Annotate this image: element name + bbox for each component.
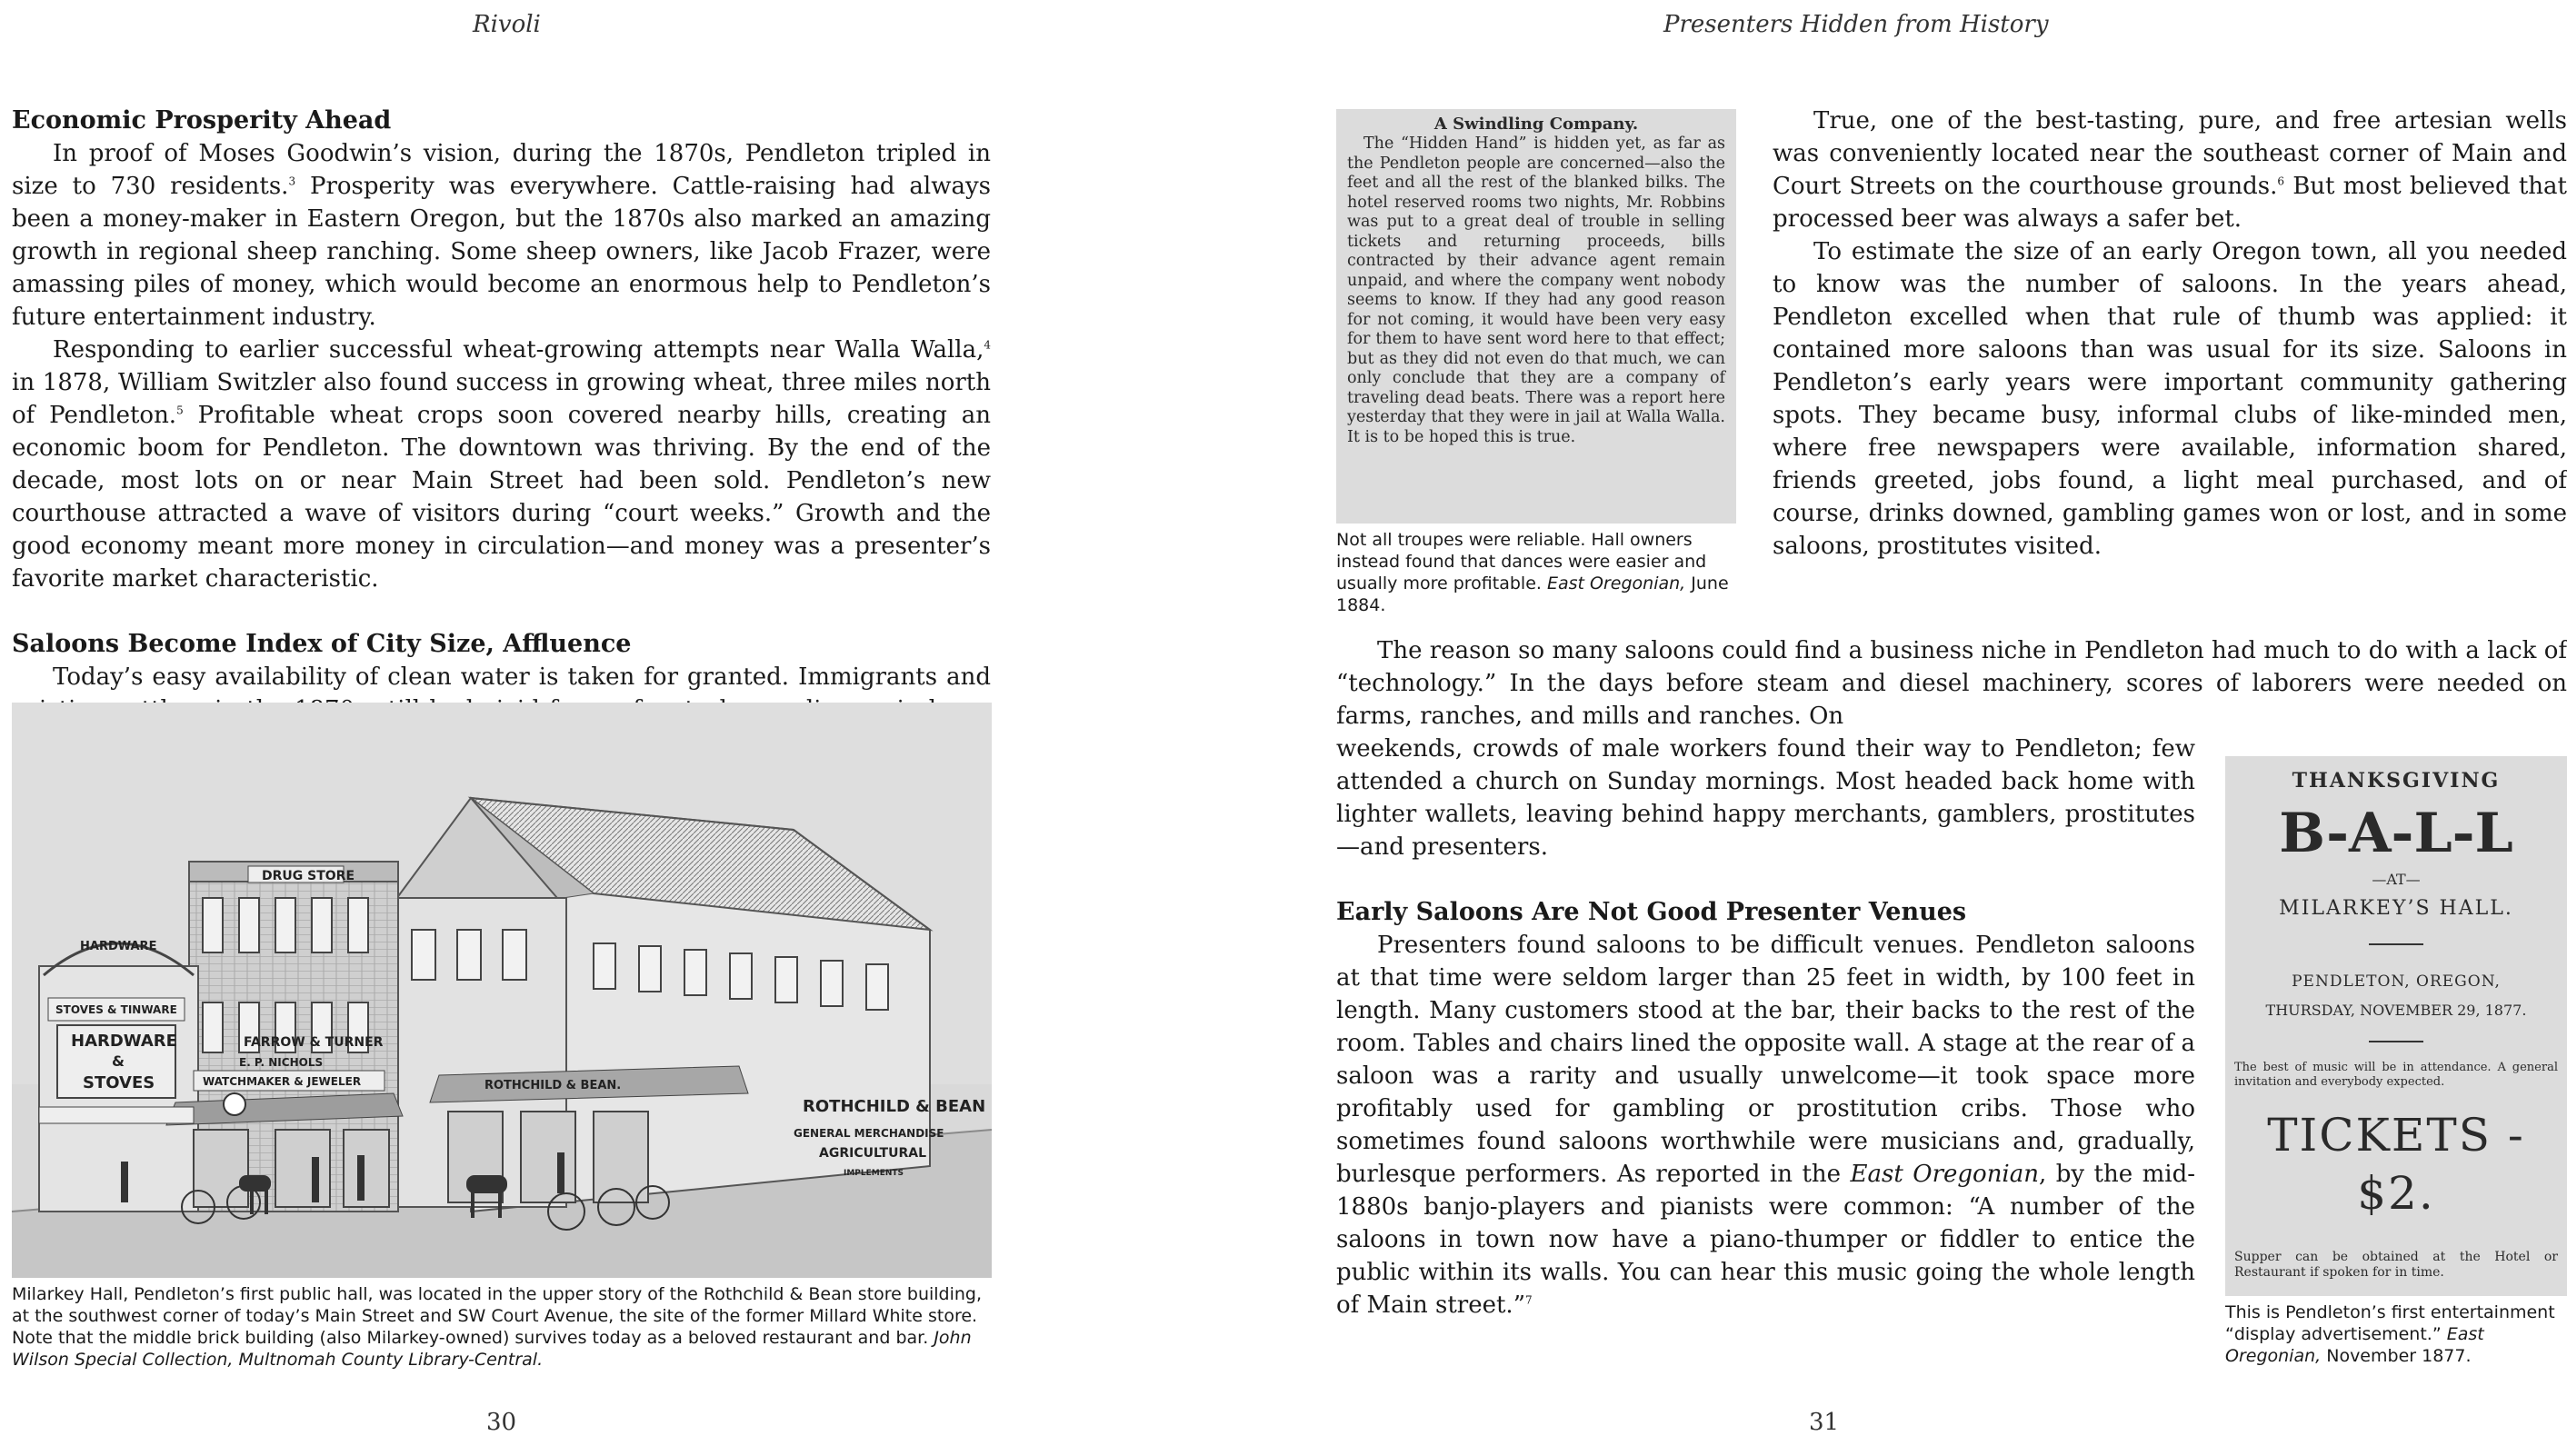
footnote-ref: 6 — [2277, 175, 2285, 188]
sign-agricultural: AGRICULTURAL — [819, 1146, 927, 1161]
clipping2-caption — [2225, 1301, 2567, 1367]
text-run: Prosperity was everywhere. Cattle-raising had always been a money-maker in Eastern Oregon, but the 1870s also marked an amazing growth in regional sheep ranching. Some sheep owners, like Jacob Frazer, were amassing piles of money, which would become an enormous help to Pendleton’s future entertainment industry. — [12, 173, 991, 331]
sign-drug-store: DRUG STORE — [262, 869, 355, 883]
text-source: East Oregonian — [1850, 1161, 2039, 1188]
sign-hardware-3: STOVES — [83, 1073, 155, 1092]
ad-rule — [2369, 943, 2423, 945]
paragraph-switzler — [12, 334, 991, 595]
paragraph-water: Today’s easy availability of clean water is taken for granted. Immigrants and — [53, 663, 991, 691]
right-lower-column — [1336, 733, 2195, 1321]
text-run: In proof of Moses Goodwin’s vision, during the 1870s, Pendleton tripled in size to 730 residents. — [12, 140, 991, 200]
sign-rothchild-wall: ROTHCHILD & BEAN — [803, 1097, 986, 1116]
paragraph-venues — [1336, 929, 2195, 1321]
clipping-thanksgiving-ball — [2225, 756, 2567, 1296]
caption-date: November 1877. — [2321, 1346, 2472, 1366]
folio-right: 31 — [1809, 1409, 1840, 1436]
ad-line-thanksgiving: THANKSGIVING — [2292, 769, 2501, 793]
sign-general-merchandise: GENERAL MERCHANDISE — [794, 1127, 944, 1140]
section-heading-early-saloons: Early Saloons Are Not Good Presenter Venues — [1336, 898, 1967, 926]
footnote-ref: 5 — [176, 404, 184, 417]
ad-line-pendleton: PENDLETON, OREGON, — [2292, 972, 2501, 991]
paragraph-weekends: weekends, crowds of male workers found their way to Pendleton; few attended a church on Sunday mornings. Most headed back home with lighter wallets, leaving behind happy merchants, gamblers, prostitutes—and presenters. — [1336, 735, 2195, 861]
section-heading-economic: Economic Prosperity Ahead — [12, 106, 392, 135]
left-text-column — [12, 105, 991, 759]
clipping-swindling-company — [1336, 109, 1736, 524]
right-page — [1164, 0, 2567, 1456]
ad-line-supper: Supper can be obtained at the Hotel or Restaurant if spoken for in time. — [2234, 1250, 2558, 1280]
right-full-column — [1336, 634, 2567, 733]
footnote-ref: 7 — [1525, 1293, 1533, 1307]
ad-line-date: THURSDAY, NOVEMBER 29, 1877. — [2265, 1002, 2527, 1019]
sign-farrow-turner: FARROW & TURNER — [244, 1035, 384, 1050]
sign-hardware-2: & — [112, 1052, 125, 1070]
right-narrow-column — [1773, 105, 2567, 563]
sign-nichols: E. P. NICHOLS — [239, 1056, 324, 1069]
ad-line-tickets: TICKETS - $2. — [2267, 1109, 2525, 1220]
paragraph-goodwin — [12, 137, 991, 334]
ad-line-at: —AT— — [2372, 871, 2421, 888]
footnote-ref: 3 — [288, 175, 296, 188]
sign-implements: IMPLEMENTS — [844, 1169, 904, 1178]
text-run: Responding to earlier successful wheat-growing attempts near Walla Walla, — [53, 336, 984, 364]
caption-text: Milarkey Hall, Pendleton’s first public hall, was located in the upper story of the Rothchild & Bean store building, at the southwest corner of today’s Main Street and SW Court Avenue, the site of the former Millard White store. Note that the middle brick building (also Milarkey-owned) survives today as a beloved restaurant and bar. — [12, 1284, 983, 1348]
sign-rothchild-awning: ROTHCHILD & BEAN. — [484, 1079, 622, 1092]
text-run: , by the mid-1880s banjo-players and pianists were common: “A number of the saloons in town now have a piano-thumper or fiddler to entice the public within its walls. You can hear this music going the whole length of Main street.” — [1336, 1161, 2195, 1319]
section-heading-saloons: Saloons Become Index of City Size, Affluence — [12, 630, 632, 658]
text-run: in 1878, William Switzler also found success in growing wheat, three miles north of Pendleton. — [12, 369, 991, 429]
footnote-ref: 4 — [984, 338, 991, 352]
caption-source: East Oregonian, — [1546, 573, 1686, 593]
ad-line-ball: B-A-L-L — [2279, 802, 2513, 865]
caption-source: John Wilson Special Collection, Multnomah County Library-Central. — [12, 1328, 972, 1370]
sign-hardware-arch: HARDWARE — [80, 940, 157, 953]
caption-source: East Oregonian, — [2225, 1324, 2484, 1366]
text-run: Profitable wheat crops soon covered nearby hills, creating an economic boom for Pendleton. The downtown was thriving. By the end of the decade, most lots on or near Main Street had been sold. Pendleton’s new courthouse attracted a wave of visitors during “court weeks.” Growth and the good economy meant more money in circulation—and money was a presenter’s favorite market characteristic. — [12, 402, 991, 593]
ad-line-hall: MILARKEY’S HALL. — [2279, 897, 2513, 920]
caption-text: This is Pendleton’s first entertainment “display advertisement.” — [2225, 1302, 2555, 1344]
clipping-body: The “Hidden Hand” is hidden yet, as far as the Pendleton people are concerned—also the feet and all the rest of the blanked bilks. The hotel reserved rooms two nights, Mr. Robbins was put to a great deal of trouble in selling tickets and returning proceeds, bills contracted by their advance agent remain unpaid, and where the company went nobody seems to know. If they had any good reason for not coming, it would have been very easy for them to have sent word here to that effect; but as they did not even do that much, we can only conclude that they are a company of traveling dead beats. There was a report here yesterday that they were in jail at Walla Walla. It is to be hoped this is true. — [1347, 135, 1725, 446]
sign-hardware-1: HARDWARE — [71, 1032, 177, 1051]
ad-line-invitation: The best of music will be in attendance. A general invitation and everybody expected. — [2234, 1061, 2558, 1089]
paragraph-estimate: To estimate the size of an early Oregon town, all you needed to know was the number of saloons. In the years ahead, Pendleton excelled when that rule of thumb was applied: it contained more saloons than was usual for its size. Saloons in Pendleton’s early years were important community gathering spots. They became busy, informal clubs of like-minded men, where free newspapers were available, information shared, friends greeted, jobs found, a light meal purchased, and of course, drinks downed, gambling games won or lost, and in some saloons, prostitutes visited. — [1773, 238, 2567, 560]
text-run: True, one of the best-tasting, pure, and free artesian wells was conveniently located near the southeast corner of Main and Court Streets on the courthouse grounds. — [1773, 107, 2567, 200]
clipping-title: A Swindling Company. — [1433, 115, 1639, 134]
caption-text: Not all troupes were reliable. Hall owners instead found that dances were easier and usually more profitable. — [1336, 530, 1707, 593]
running-head-right: Presenters Hidden from History — [1663, 11, 2049, 38]
sign-stoves-tinware: STOVES & TINWARE — [55, 1003, 177, 1016]
running-head-left: Rivoli — [473, 11, 541, 38]
paragraph-reason: The reason so many saloons could find a business niche in Pendleton had much to do with a lack of “technology.” In the days before steam and diesel machinery, scores of laborers were needed on farms, ranches, and mills and ranches. On — [1336, 637, 2567, 730]
text-run: Presenters found saloons to be difficult venues. Pendleton saloons at that time were seldom larger than 25 feet in width, by 100 feet in length. Many customers stood at the bar, their backs to the rest of the room. Tables and chairs lined the opposite wall. A stage at the rear of a saloon was a rarity and usually unwelcome—it took space more profitably used for gambling or prostitution cribs. Those who sometimes found saloons worthwhile were musicians and, gradually, burlesque performers. As reported in the — [1336, 932, 2195, 1188]
text-run: But most believed that processed beer was always a safer bet. — [1773, 173, 2567, 233]
left-page — [0, 0, 1164, 1456]
paragraph-wells — [1773, 105, 2567, 235]
illustration-caption — [12, 1283, 994, 1371]
sign-watchmaker: WATCHMAKER & JEWELER — [203, 1075, 362, 1088]
folio-left: 30 — [486, 1409, 517, 1436]
street-scene-drawing — [12, 703, 992, 1278]
milarkey-hall-illustration — [12, 703, 992, 1278]
caption-date: June 1884. — [1336, 573, 1729, 615]
ad-rule — [2369, 1041, 2423, 1042]
clipping1-caption — [1336, 529, 1736, 616]
